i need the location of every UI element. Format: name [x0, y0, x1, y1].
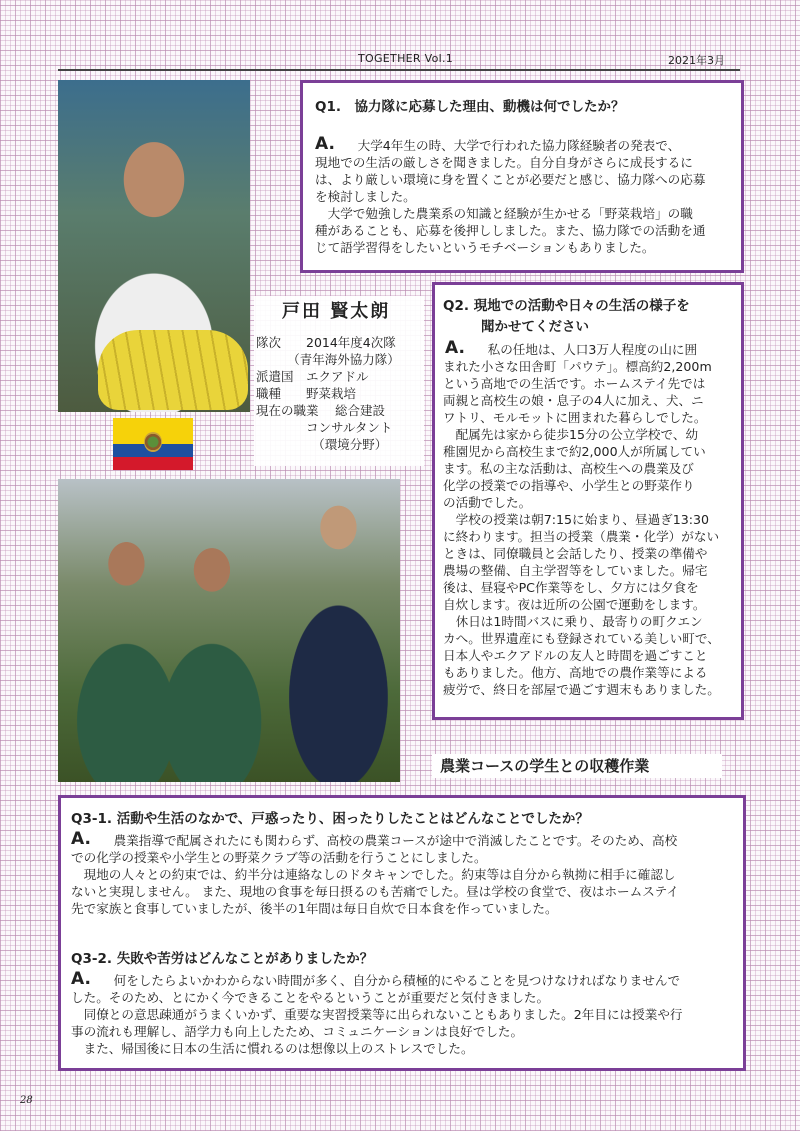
profile-row: 隊次 2014年度4次隊	[256, 335, 396, 350]
profile-row: 現在の職業 総合建設	[256, 403, 385, 418]
bananas-in-photo	[98, 330, 248, 410]
q2-line: の活動でした。	[443, 495, 532, 510]
q1-line: 大学で勉強した農業系の知識と経験が生かせる「野菜栽培」の職	[315, 206, 693, 221]
q2-line: ときは、同僚職員と会話したり、授業の準備や	[443, 546, 708, 561]
q2-answer-mark: A.	[445, 338, 465, 358]
q2-line: 後は、昼寝やPC作業等をし、夕方には夕食を	[443, 580, 699, 595]
q1-title: Q1. 協力隊に応募した理由、動機は何でしたか？	[315, 99, 625, 115]
profile-details	[256, 334, 400, 453]
q3-2-line: 事の流れも理解し、語学力も向上したため、コミュニケーションは良好でした。	[71, 1024, 524, 1039]
q2-line: 化学の授業での指導や、小学生との野菜作り	[443, 478, 695, 493]
q2-title: Q2. 現地での活動や日々の生活の様子を	[443, 298, 690, 314]
harvest-students-photo	[58, 479, 400, 782]
q1-box	[300, 80, 744, 273]
q2-line: 休日は1時間バスに乗り、最寄りの町クエン	[443, 614, 703, 629]
q2-line: 稚園児から高校生まで約2,000人が所属してい	[443, 444, 706, 459]
issue-date: 2021年3月	[668, 54, 725, 67]
q1-line: は、より厳しい環境に身を置くことが必要だと感じ、協力隊への応募	[315, 172, 706, 187]
q2-line: 疲労で、終日を部屋で過ごす週末もありました。	[443, 682, 720, 697]
q1-line: 大学4年生の時、大学で行われた協力隊経験者の発表で、	[345, 138, 681, 153]
q3-2-line: 同僚との意思疎通がうまくいかず、重要な実習授業等に出られないこともありました。2年目には授業や行	[71, 1007, 683, 1022]
q3-2-title: Q3-2. 失敗や苦労はどんなことがありましたか？	[71, 951, 374, 967]
page-number: 28	[20, 1095, 33, 1106]
q1-answer-mark: A.	[315, 134, 335, 154]
q3-1-line: 先で家族と食事していましたが、後半の1年間は毎日自炊で日本食を作っていました。	[71, 901, 558, 916]
profile-row: （環境分野）	[256, 437, 388, 452]
photo-caption: 農業コースの学生との収穫作業	[432, 754, 722, 778]
q2-line: まれた小さな田舎町「パウテ」。標高約2,200m	[443, 359, 712, 374]
profile-row: （青年海外協力隊）	[256, 352, 400, 367]
profile-row: 職種 野菜栽培	[256, 386, 357, 401]
q1-line: を検討しました。	[315, 189, 416, 204]
q3-2-line: 何をしたらよいかわからない時間が多く、自分から積極的にやることを見つけなければなりませんで	[101, 973, 681, 988]
q1-line: じて語学習得をしたいというモチベーションもありました。	[315, 240, 655, 255]
q3-1-title: Q3-1. 活動や生活のなかで、戸惑ったり、困ったりしたことはどんなことでしたか？	[71, 811, 589, 827]
q3-2-line: した。そのため、とにかく今できることをやるということが重要だと気付きました。	[71, 990, 550, 1005]
q2-line: 学校の授業は朝7:15に始まり、昼過ぎ13:30	[443, 512, 710, 527]
q2-line: もありました。他方、高地での農作業等による	[443, 665, 708, 680]
q2-line: という高地での生活です。ホームステイ先では	[443, 376, 706, 391]
q2-line: 私の任地は、人口3万人程度の山に囲	[475, 342, 698, 357]
q2-line: 配属先は家から徒歩15分の公立学校で、幼	[443, 427, 699, 442]
q3-1-answer-mark: A.	[71, 829, 91, 849]
ecuador-flag-icon	[113, 418, 193, 470]
volunteer-name: 戸田 賢太朗	[282, 301, 391, 322]
q3-1-line: での化学の授業や小学生との野菜クラブ等の活動を行うことにしました。	[71, 850, 487, 865]
q2-line: 農場の整備、自主学習等をしていました。帰宅	[443, 563, 708, 578]
q2-line: 両親と高校生の娘・息子の4人に加え、犬、ニ	[443, 393, 704, 408]
magazine-volume: TOGETHER Vol.1	[358, 52, 454, 65]
profile-row: コンサルタント	[256, 420, 393, 435]
q1-line: 種があることも、応募を後押ししました。また、協力隊での活動を通	[315, 223, 706, 238]
q2-line: ワトリ、モルモットに囲まれた暮らしでした。	[443, 410, 707, 425]
profile-row: 派遣国 エクアドル	[256, 369, 369, 384]
q3-1-line: ないと実現しません。 また、現地の食事を毎日摂るのも苦痛でした。昼は学校の食堂で、夜はホームステイ	[71, 884, 679, 899]
q1-line: 現地での生活の厳しさを聞きました。自分自身がさらに成長するに	[315, 155, 693, 170]
q3-2-answer-mark: A.	[71, 969, 91, 989]
q2-line: に終わります。担当の授業（農業・化学）がない	[443, 529, 720, 544]
q2-title-cont: 聞かせてください	[481, 319, 589, 335]
q2-line: 自炊します。夜は近所の公園で運動をします。	[443, 597, 706, 612]
header-rule	[58, 69, 740, 71]
q3-1-line: 現地の人々との約束では、約半分は連絡なしのドタキャンでした。約束等は自分から執拗に相手に確認し	[71, 867, 676, 882]
q2-line: ます。私の主な活動は、高校生への農業及び	[443, 461, 694, 476]
q3-1-line: 農業指導で配属されたにも関わらず、高校の農業コースが途中で消滅したことです。そのため、高校	[101, 833, 678, 848]
q3-box	[58, 795, 746, 1071]
q2-line: カへ。世界遺産にも登録されている美しい町で、	[443, 631, 720, 646]
q3-2-line: また、帰国後に日本の生活に慣れるのは想像以上のストレスでした。	[71, 1041, 474, 1056]
q2-box	[432, 282, 744, 720]
q2-line: 日本人やエクアドルの友人と時間を過ごすこと	[443, 648, 708, 663]
